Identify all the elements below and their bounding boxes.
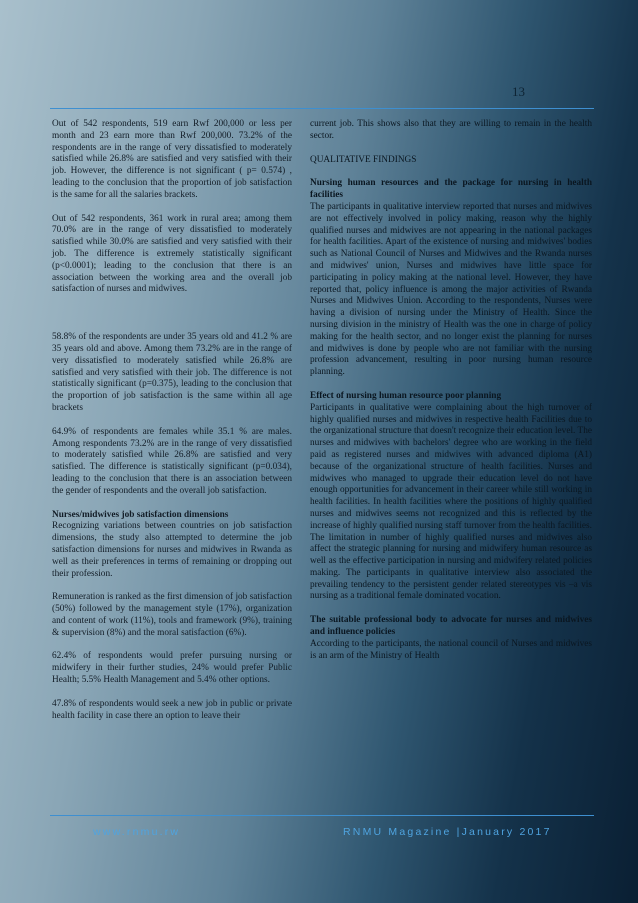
paragraph-nursing-human-resources: The participants in qualitative interview reported that nurses and midwives are not effectively involved in policy making, reason why the highly qualified nurses and midwives are not appearing in the national packages for health facilities. Apart of the existence of nursing and midwives' bodies such as National Council of Nurses and Midwives and the Rwanda nurses and midwives' union, Nurses and midwives have little space for participating in policy making at the national level. However, they have reported that, policy influence is among the major activities of Rwanda Nurses and Midwives Union. According to the respondents, Nurses were having a division of nursing under the Ministry of Health. Since the nursing division in the ministry of Health was the one in charge of policy making for the health sector, and no longer exist the planning for nurses and midwives is done by people who are not familiar with the nursing profession advancement, resulting in poor nursing human resource planning.	[310, 201, 592, 378]
heading-professional-body: The suitable professional body to advocate for nurses and midwives and influence policies	[310, 615, 592, 638]
left-column	[52, 119, 292, 722]
paragraph-dimensions: Recognizing variations between countries on job satisfaction dimensions, the study also attempted to determine the job satisfaction dimensions for nurses and midwives in Rwanda as well as their preferences in terms of remaining or dropping out their profession.	[52, 521, 292, 579]
paragraph-new-job: 47.8% of respondents would seek a new job in public or private health facility in case there an option to leave their	[52, 698, 292, 721]
paragraph-poor-planning: Participants in qualitative were complaining about the high turnover of highly qualified nurses and midwives in respective health Facilities due to the organizational structure that doesn't recognize their education level. The nurses and midwives with bachelors' degree who are working in the field paid as registered nurses and midwives with advanced diploma (A1) because of the organizational structure of health facilities. Nurses and midwives who managed to upgrade their education level do not have enough opportunities for advancement in their career while still working in health facilities. In health facilities where the positions of highly qualified nurses and midwives seems not recognized and this is reflected by the increase of highly qualified nursing staff turnover from the health facilities. The limitation in number of highly qualified nurses and midwives also affect the strategic planning for nursing and midwifery human resource as well as the effective participation in nursing and midwifery related policies making. The participants in qualitative interview also associated the prevailing tendency to the persistent gender related stereotypes vis –a vis nursing as a traditional female dominated vocation.	[310, 402, 592, 602]
footer-magazine-issue: RNMU Magazine |January 2017	[343, 826, 552, 838]
top-divider	[50, 108, 594, 109]
right-column	[310, 119, 592, 662]
heading-poor-planning: Effect of nursing human resource poor planning	[310, 390, 502, 401]
paragraph-age: 58.8% of the respondents are under 35 years old and 41.2 % are 35 years old and above. Among them 73.2% are in the range of very dissatisfied to moderately satisfied while 26.8% are satisfied and very satisfied with their job. The difference is not statistically significant (p=0.375), leading to the conclusion that the proportion of job satisfaction is the same within all age brackets	[52, 332, 292, 413]
paragraph-remuneration: Remuneration is ranked as the first dimension of job satisfaction (50%) followed by the management style (17%), organization and content of work (11%), tools and framework (9%), training & supervision (8%) and the moral satisfaction (6%).	[52, 592, 292, 638]
paragraph-professional-body: According to the participants, the national council of Nurses and midwives is an arm of the Ministry of Health	[310, 638, 592, 661]
heading-qualitative-findings: QUALITATIVE FINDINGS	[310, 154, 417, 165]
page-number: 13	[512, 84, 525, 99]
footer-website: www.rnmu.rw	[93, 826, 181, 838]
paragraph-further-studies: 62.4% of respondents would prefer pursuing nursing or midwifery in their further studies, 24% would prefer Public Health; 5.5% Health Management and 5.4% other options.	[52, 651, 292, 686]
paragraph-gender: 64.9% of respondents are females while 35.1 % are males. Among respondents 73.2% are in the range of very dissatisfied to moderately satisfied while 26.8% are satisfied and very satisfied. The difference is statistically significant (p=0.034), leading to the conclusion that there is an association between the gender of respondents and the overall job satisfaction.	[52, 426, 292, 496]
bottom-divider	[50, 815, 594, 816]
heading-nursing-human-resources: Nursing human resources and the package for nursing in health facilities	[310, 178, 592, 201]
paragraph-remain-health-sector: current job. This shows also that they are willing to remain in the health sector.	[310, 119, 592, 141]
paragraph-working-area: Out of 542 respondents, 361 work in rural area; among them 70.0% are in the range of very dissatisfied to moderately satisfied while 30.0% are satisfied and very satisfied with their job. The difference is extremely statistically significant (p<0.0001); leading to the conclusion that there is an association between the working area and the overall job satisfaction of nurses and midwives.	[52, 213, 292, 295]
heading-job-satisfaction-dimensions: Nurses/midwives job satisfaction dimensions	[52, 509, 229, 520]
paragraph-salary: Out of 542 respondents, 519 earn Rwf 200,000 or less per month and 23 earn more than Rwf 200,000. 73.2% of the respondents are in the range of very dissatisfied to moderately satisfied while 26.8% are satisfied and very satisfied with their job. However, the difference is not significant ( p= 0.574) , leading to the conclusion that the proportion of job satisfaction is the same for all the salaries brackets.	[52, 119, 292, 200]
